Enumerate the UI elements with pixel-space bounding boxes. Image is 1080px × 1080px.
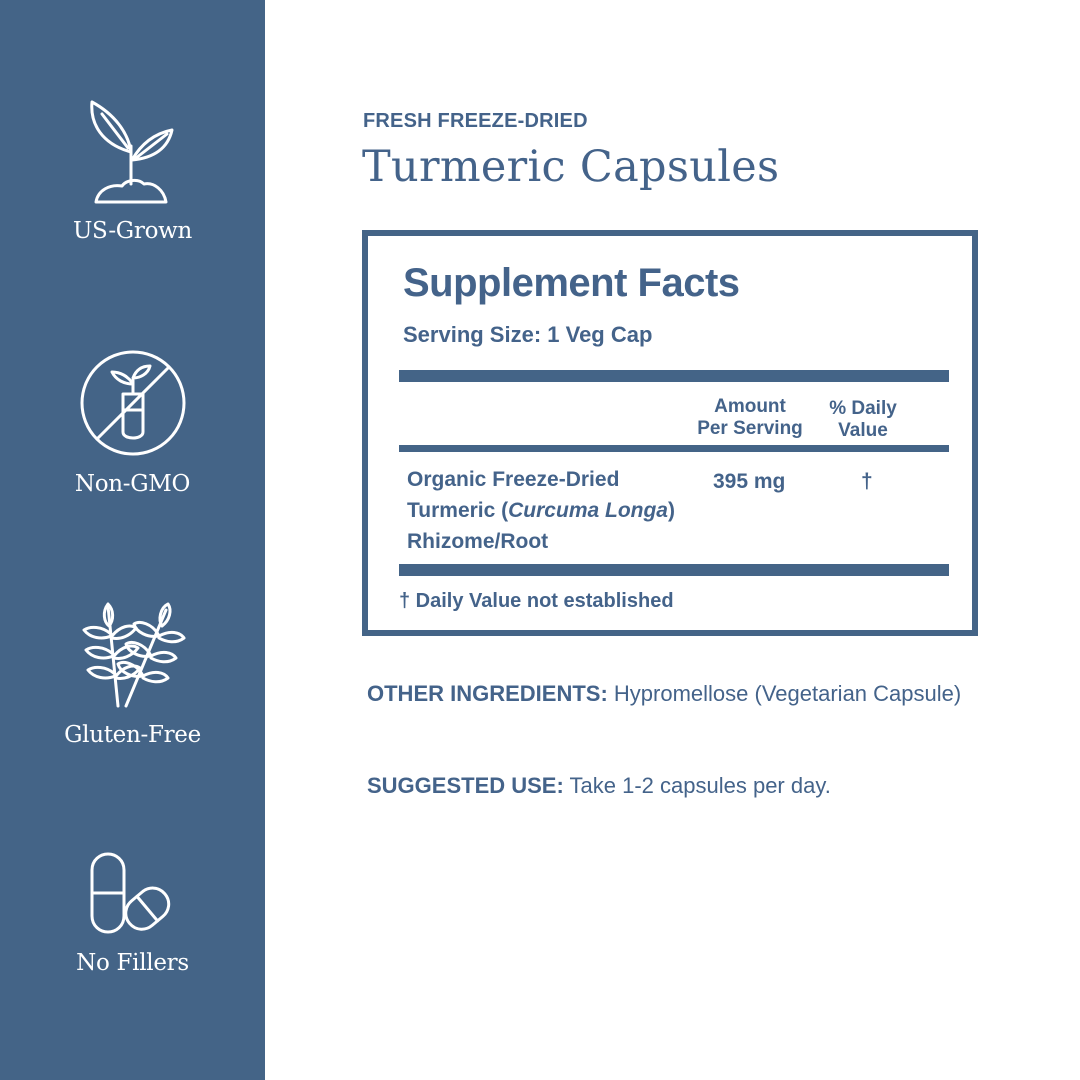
product-eyebrow: FRESH FREEZE-DRIED	[363, 110, 588, 132]
other-ingredients	[367, 676, 1007, 712]
column-header-dv-line2: Value	[838, 420, 888, 441]
other-ingredients-label: OTHER INGREDIENTS:	[367, 681, 608, 706]
column-header-amount	[686, 396, 814, 440]
ingredient-name	[407, 464, 677, 557]
other-ingredients-value: Hypromellose (Vegetarian Capsule)	[607, 681, 962, 706]
suggested-use-label: SUGGESTED USE:	[367, 773, 564, 798]
feature-label-us-grown: US-Grown	[72, 218, 193, 244]
ingredient-name-post: ) Rhizome/Root	[407, 499, 675, 553]
daily-value-footnote: † Daily Value not established	[399, 590, 674, 612]
suggested-use-value: Take 1-2 capsules per day.	[563, 773, 831, 798]
supplement-facts-panel	[362, 230, 978, 636]
column-header-dv-line1: % Daily	[829, 398, 897, 419]
facts-title: Supplement Facts	[403, 261, 740, 305]
feature-label-gluten-free: Gluten-Free	[64, 722, 201, 748]
ingredient-name-pre: Organic Freeze-Dried Turmeric (	[407, 468, 620, 522]
column-header-daily-value	[820, 398, 906, 442]
feature-gluten-free	[0, 598, 265, 748]
wheat-icon	[78, 598, 188, 710]
features-sidebar	[0, 0, 265, 1080]
feature-us-grown	[0, 98, 265, 244]
feature-label-no-fillers: No Fillers	[76, 950, 189, 976]
facts-divider-bottom	[399, 564, 949, 576]
capsules-icon	[88, 850, 178, 940]
feature-non-gmo	[0, 348, 265, 497]
column-header-amount-line2: Per Serving	[697, 418, 803, 439]
non-gmo-icon	[78, 348, 188, 458]
serving-size: Serving Size: 1 Veg Cap	[403, 322, 653, 347]
product-title: Turmeric Capsules	[362, 142, 780, 192]
suggested-use	[367, 768, 1007, 804]
ingredient-name-latin: Curcuma Longa	[508, 499, 668, 522]
feature-no-fillers	[0, 850, 265, 976]
column-header-amount-line1: Amount	[714, 396, 786, 417]
facts-divider-header	[399, 445, 949, 452]
ingredient-daily-value: †	[861, 470, 873, 493]
sprout-icon	[88, 98, 178, 208]
ingredient-amount: 395 mg	[713, 470, 786, 493]
feature-label-non-gmo: Non-GMO	[74, 471, 191, 497]
facts-divider-top	[399, 370, 949, 382]
